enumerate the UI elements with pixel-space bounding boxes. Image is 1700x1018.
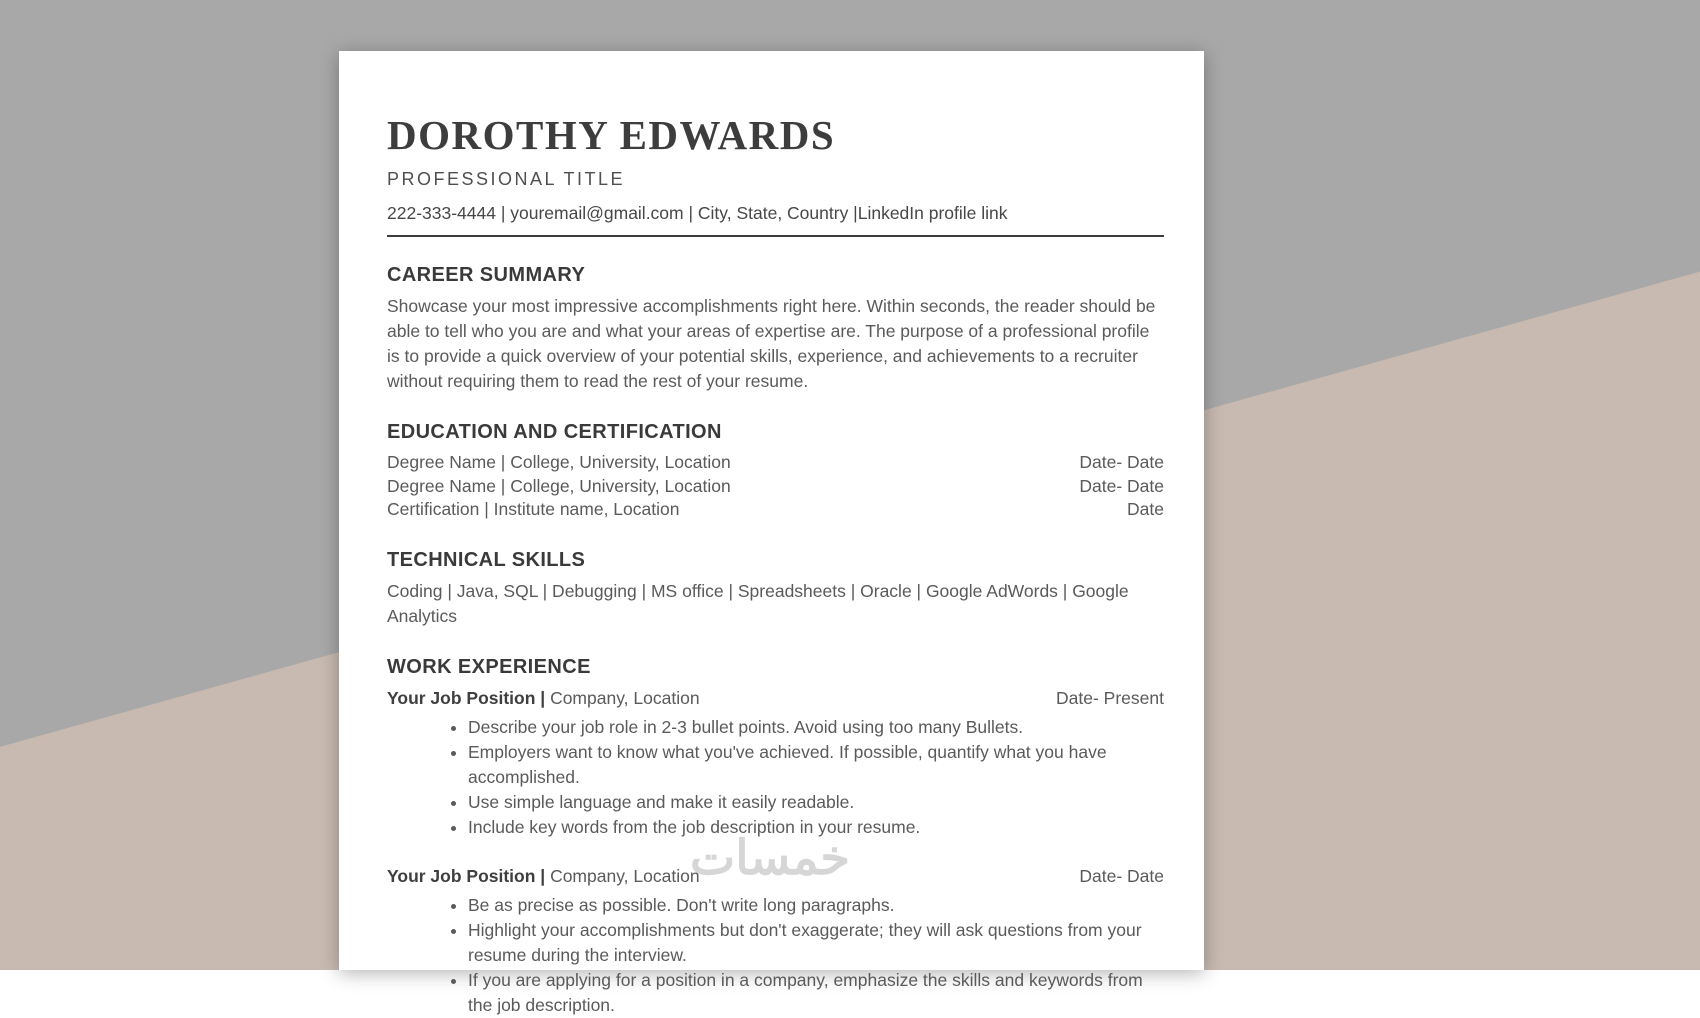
resume-name: DOROTHY EDWARDS bbox=[387, 112, 836, 158]
resume-page bbox=[339, 51, 1204, 1015]
skills-heading: TECHNICAL SKILLS bbox=[387, 548, 586, 571]
section-education bbox=[387, 421, 1164, 522]
career-summary-body: Showcase your most impressive accomplishments right here. Within seconds, the reader should be able to tell who you are and what your areas of expertise are. The purpose of a professional profile is to provide a quick overview of your potential skills, experience, and achievements to a recruiter without requiring them to read the rest of your resume. bbox=[387, 296, 1156, 392]
job-company: Company, Location bbox=[550, 865, 700, 886]
job-bullet: • Highlight your accomplishments but don't exaggerate; they will ask questions from your resume during the interview. bbox=[468, 918, 1164, 968]
section-experience bbox=[387, 656, 1164, 1018]
education-date: Date bbox=[1127, 499, 1164, 520]
job-bullet: • Use simple language and make it easily readable. bbox=[468, 790, 1164, 815]
education-entry: Certification | Institute name, Location bbox=[387, 499, 680, 520]
job-dates: Date- Present bbox=[1056, 687, 1164, 708]
experience-heading: WORK EXPERIENCE bbox=[387, 655, 591, 678]
job-bullet-list bbox=[387, 893, 1164, 1018]
professional-title: PROFESSIONAL TITLE bbox=[387, 169, 626, 190]
job-title-line bbox=[387, 686, 700, 711]
job-bullet: • Be as precise as possible. Don't write long paragraphs. bbox=[468, 893, 1164, 918]
job-header bbox=[387, 686, 1164, 711]
job-entry bbox=[387, 686, 1164, 840]
job-bullet-list bbox=[387, 715, 1164, 840]
job-header bbox=[387, 864, 1164, 889]
watermark-text: خمسات bbox=[690, 832, 851, 885]
education-date: Date- Date bbox=[1079, 452, 1164, 473]
education-row bbox=[387, 451, 1164, 475]
job-position: Your Job Position | bbox=[387, 865, 546, 886]
job-company: Company, Location bbox=[550, 687, 700, 708]
contact-line: 222-333-4444 | youremail@gmail.com | City, State, Country |LinkedIn profile link bbox=[387, 203, 1008, 224]
education-heading: EDUCATION AND CERTIFICATION bbox=[387, 421, 722, 444]
education-row bbox=[387, 498, 1164, 522]
education-date: Date- Date bbox=[1079, 475, 1164, 496]
job-dates: Date- Date bbox=[1079, 865, 1164, 886]
job-position: Your Job Position | bbox=[387, 687, 546, 708]
job-bullet: • If you are applying for a position in a company, emphasize the skills and keywords from the job description. bbox=[468, 968, 1164, 1018]
job-title-line bbox=[387, 864, 700, 889]
job-bullet: • Include key words from the job description in your resume. bbox=[468, 815, 1164, 840]
education-row bbox=[387, 475, 1164, 499]
section-career-summary bbox=[387, 264, 1164, 394]
skills-body: Coding | Java, SQL | Debugging | MS office | Spreadsheets | Oracle | Google AdWords | Google Analytics bbox=[387, 580, 1129, 626]
header-divider bbox=[387, 235, 1164, 237]
career-summary-heading: CAREER SUMMARY bbox=[387, 264, 586, 287]
job-bullet: • Describe your job role in 2-3 bullet points. Avoid using too many Bullets. bbox=[468, 715, 1164, 740]
job-bullet: • Employers want to know what you've achieved. If possible, quantify what you have accomplished. bbox=[468, 740, 1164, 790]
education-entry: Degree Name | College, University, Location bbox=[387, 452, 731, 473]
education-entry: Degree Name | College, University, Location bbox=[387, 475, 731, 496]
job-entry bbox=[387, 864, 1164, 1018]
section-skills bbox=[387, 549, 1164, 629]
